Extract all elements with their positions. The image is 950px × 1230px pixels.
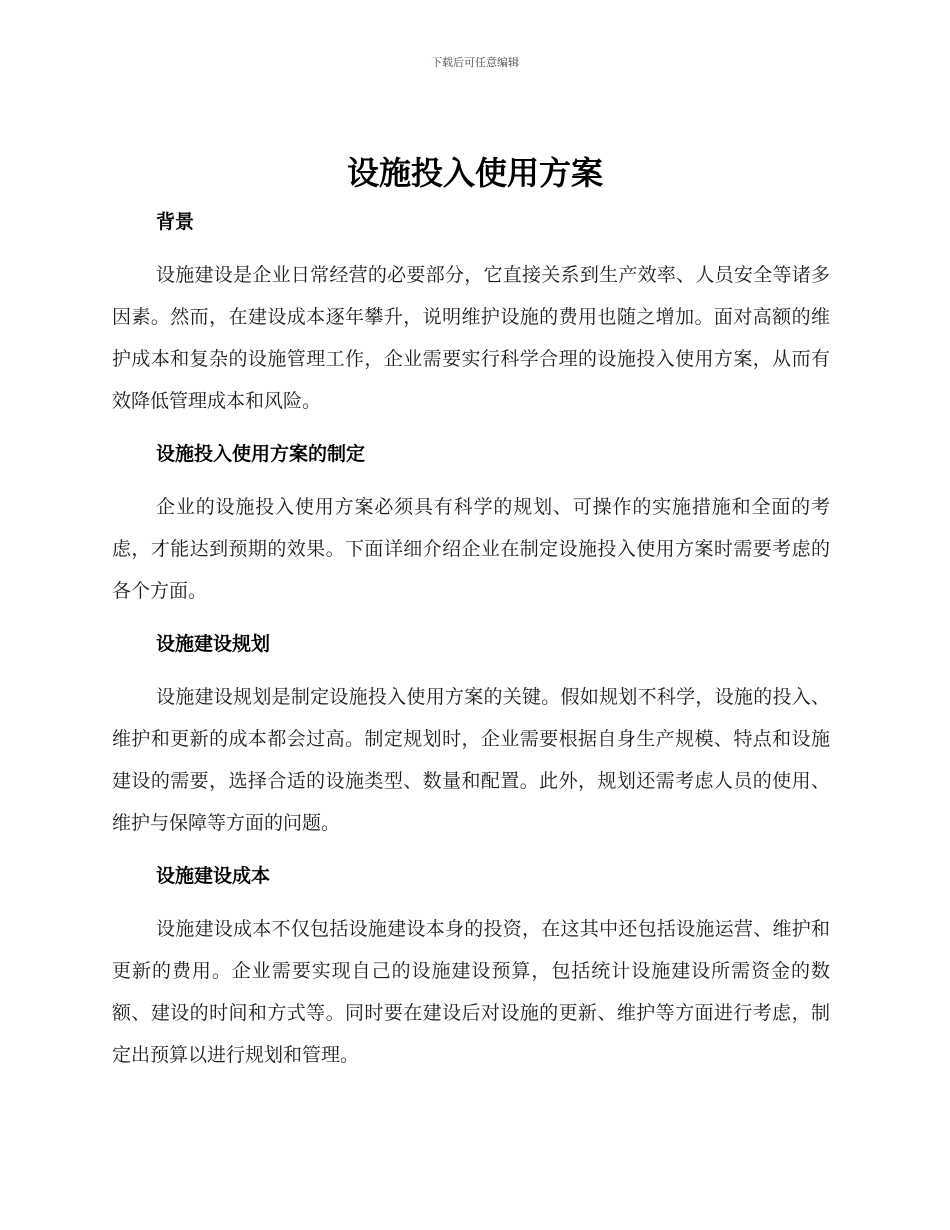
section-paragraph-facility-planning: 设施建设规划是制定设施投入使用方案的关键。假如规划不科学，设施的投入、维护和更新的成本都会过高。制定规划时，企业需要根据自身生产规模、特点和设施建设的需要，选择合适的设施类型、数量和配置。此外，规划还需考虑人员的使用、维护与保障等方面的问题。 — [112, 686, 830, 834]
document-title: 设施投入使用方案 — [346, 154, 603, 192]
section-paragraph-plan-formulation: 企业的设施投入使用方案必须具有科学的规划、可操作的实施措施和全面的考虑，才能达到预期的效果。下面详细介绍企业在制定设施投入使用方案时需要考虑的各个方面。 — [112, 496, 830, 602]
section-heading-facility-cost: 设施建设成本 — [156, 865, 271, 887]
section-paragraph-facility-cost: 设施建设成本不仅包括设施建设本身的投资，在这其中还包括设施运营、维护和更新的费用。企业需要实现自己的设施建设预算，包括统计设施建设所需资金的数额、建设的时间和方式等。同时要在建设后对设施的更新、维护等方面进行考虑，制定出预算以进行规划和管理。 — [112, 918, 830, 1066]
document-body — [112, 200, 830, 1076]
section-heading-background: 背景 — [156, 211, 195, 233]
section-heading-plan-formulation: 设施投入使用方案的制定 — [156, 443, 366, 465]
section-heading-facility-planning: 设施建设规划 — [156, 633, 271, 655]
page-header: 下载后可任意编辑 — [431, 56, 519, 69]
section-paragraph-background: 设施建设是企业日常经营的必要部分，它直接关系到生产效率、人员安全等诸多因素。然而，在建设成本逐年攀升，说明维护设施的费用也随之增加。面对高额的维护成本和复杂的设施管理工作，企业需要实行科学合理的设施投入使用方案，从而有效降低管理成本和风险。 — [112, 264, 830, 412]
